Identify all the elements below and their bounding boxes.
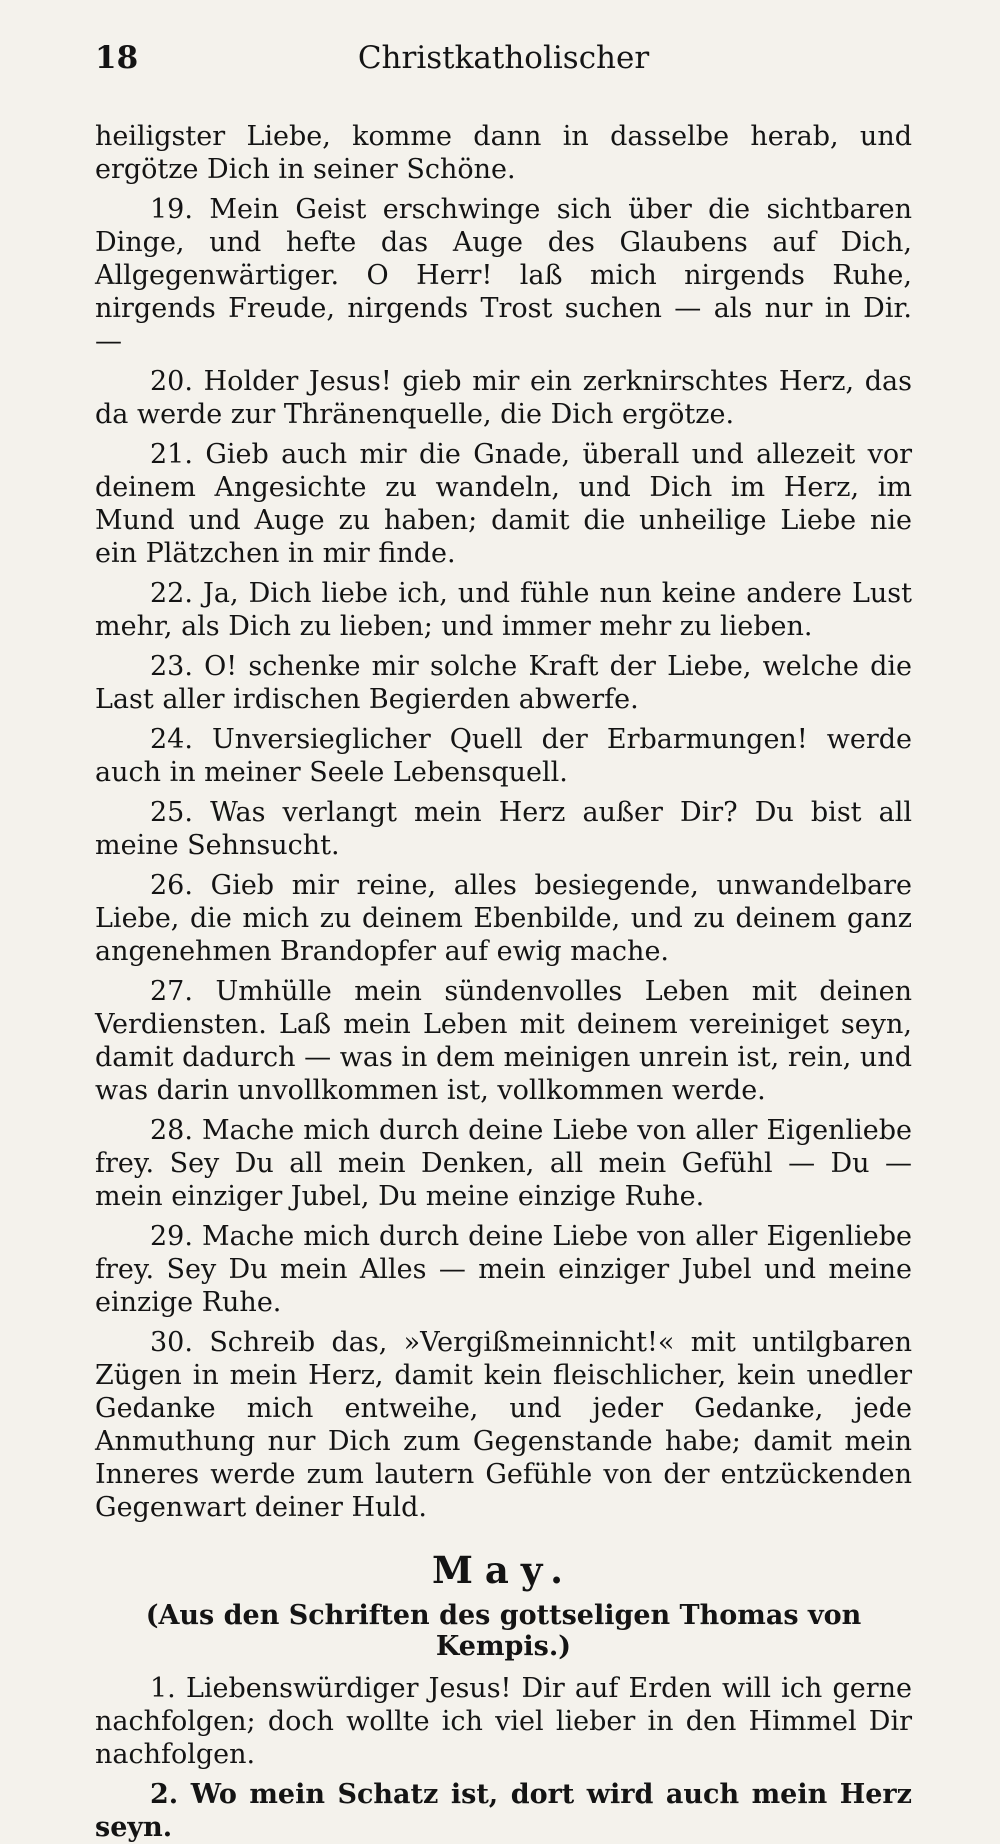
- section-paragraph-2: 2. Wo mein Schatz ist, dort wird auch mein Herz seyn.: [95, 1779, 912, 1843]
- paragraph-continued: heiligster Liebe, komme dann in dasselbe herab, und ergötze Dich in seiner Schöne.: [95, 121, 912, 185]
- paragraph-20: 20. Holder Jesus! gieb mir ein zerknirschtes Herz, das da werde zur Thränenquelle, die Dich ergötze.: [95, 366, 912, 430]
- paragraph-25: 25. Was verlangt mein Herz außer Dir? Du bist all meine Sehnsucht.: [95, 797, 912, 861]
- section-paragraph-1: 1. Liebenswürdiger Jesus! Dir auf Erden will ich gerne nachfolgen; doch wollte ich viel lieber in den Himmel Dir nachfolgen.: [95, 1673, 912, 1770]
- paragraph-19: 19. Mein Geist erschwinge sich über die sichtbaren Dinge, und hefte das Auge des Glaubens auf Dich, Allgegenwärtiger. O Herr! laß mich nirgends Ruhe, nirgends Freude, nirgends Trost suchen — als nur in Dir. —: [95, 194, 912, 357]
- paragraph-22: 22. Ja, Dich liebe ich, und fühle nun keine andere Lust mehr, als Dich zu lieben; und immer mehr zu lieben.: [95, 578, 912, 642]
- paragraph-27: 27. Umhülle mein sündenvolles Leben mit deinen Verdiensten. Laß mein Leben mit deinem vereiniget seyn, damit dadurch — was in dem meinigen unrein ist, rein, und was darin unvollkommen ist, vollkommen werde.: [95, 976, 912, 1106]
- section-subtitle: (Aus den Schriften des gottseligen Thomas von Kempis.): [145, 1600, 862, 1662]
- paragraph-29: 29. Mache mich durch deine Liebe von aller Eigenliebe frey. Sey Du mein Alles — mein einziger Jubel und meine einzige Ruhe.: [95, 1221, 912, 1318]
- paragraph-26: 26. Gieb mir reine, alles besiegende, unwandelbare Liebe, die mich zu deinem Ebenbilde, und zu deinem ganz angenehmen Brandopfer auf ewig mache.: [95, 870, 912, 967]
- paragraph-23: 23. O! schenke mir solche Kraft der Liebe, welche die Last aller irdischen Begierden abwerfe.: [95, 651, 912, 715]
- page-header: [95, 40, 912, 100]
- section-title: May.: [431, 1548, 576, 1592]
- page-number: 18: [95, 40, 139, 76]
- paragraph-30: 30. Schreib das, »Vergißmeinnicht!« mit untilgbaren Zügen in mein Herz, damit kein fleischlicher, kein unedler Gedanke mich entweihe, und jeder Gedanke, jede Anmuthung nur Dich zum Gegenstande habe; damit mein Inneres werde zum lautern Gefühle von der entzückenden Gegenwart deiner Huld.: [95, 1327, 912, 1523]
- paragraph-21: 21. Gieb auch mir die Gnade, überall und allezeit vor deinem Angesichte zu wandeln, und Dich im Herz, im Mund und Auge zu haben; damit die unheilige Liebe nie ein Plätzchen in mir finde.: [95, 439, 912, 569]
- running-head: Christkatholischer: [357, 40, 650, 76]
- paragraph-28: 28. Mache mich durch deine Liebe von aller Eigenliebe frey. Sey Du all mein Denken, all mein Gefühl — Du — mein einziger Jubel, Du meine einzige Ruhe.: [95, 1115, 912, 1212]
- paragraph-24: 24. Unversieglicher Quell der Erbarmungen! werde auch in meiner Seele Lebensquell.: [95, 724, 912, 788]
